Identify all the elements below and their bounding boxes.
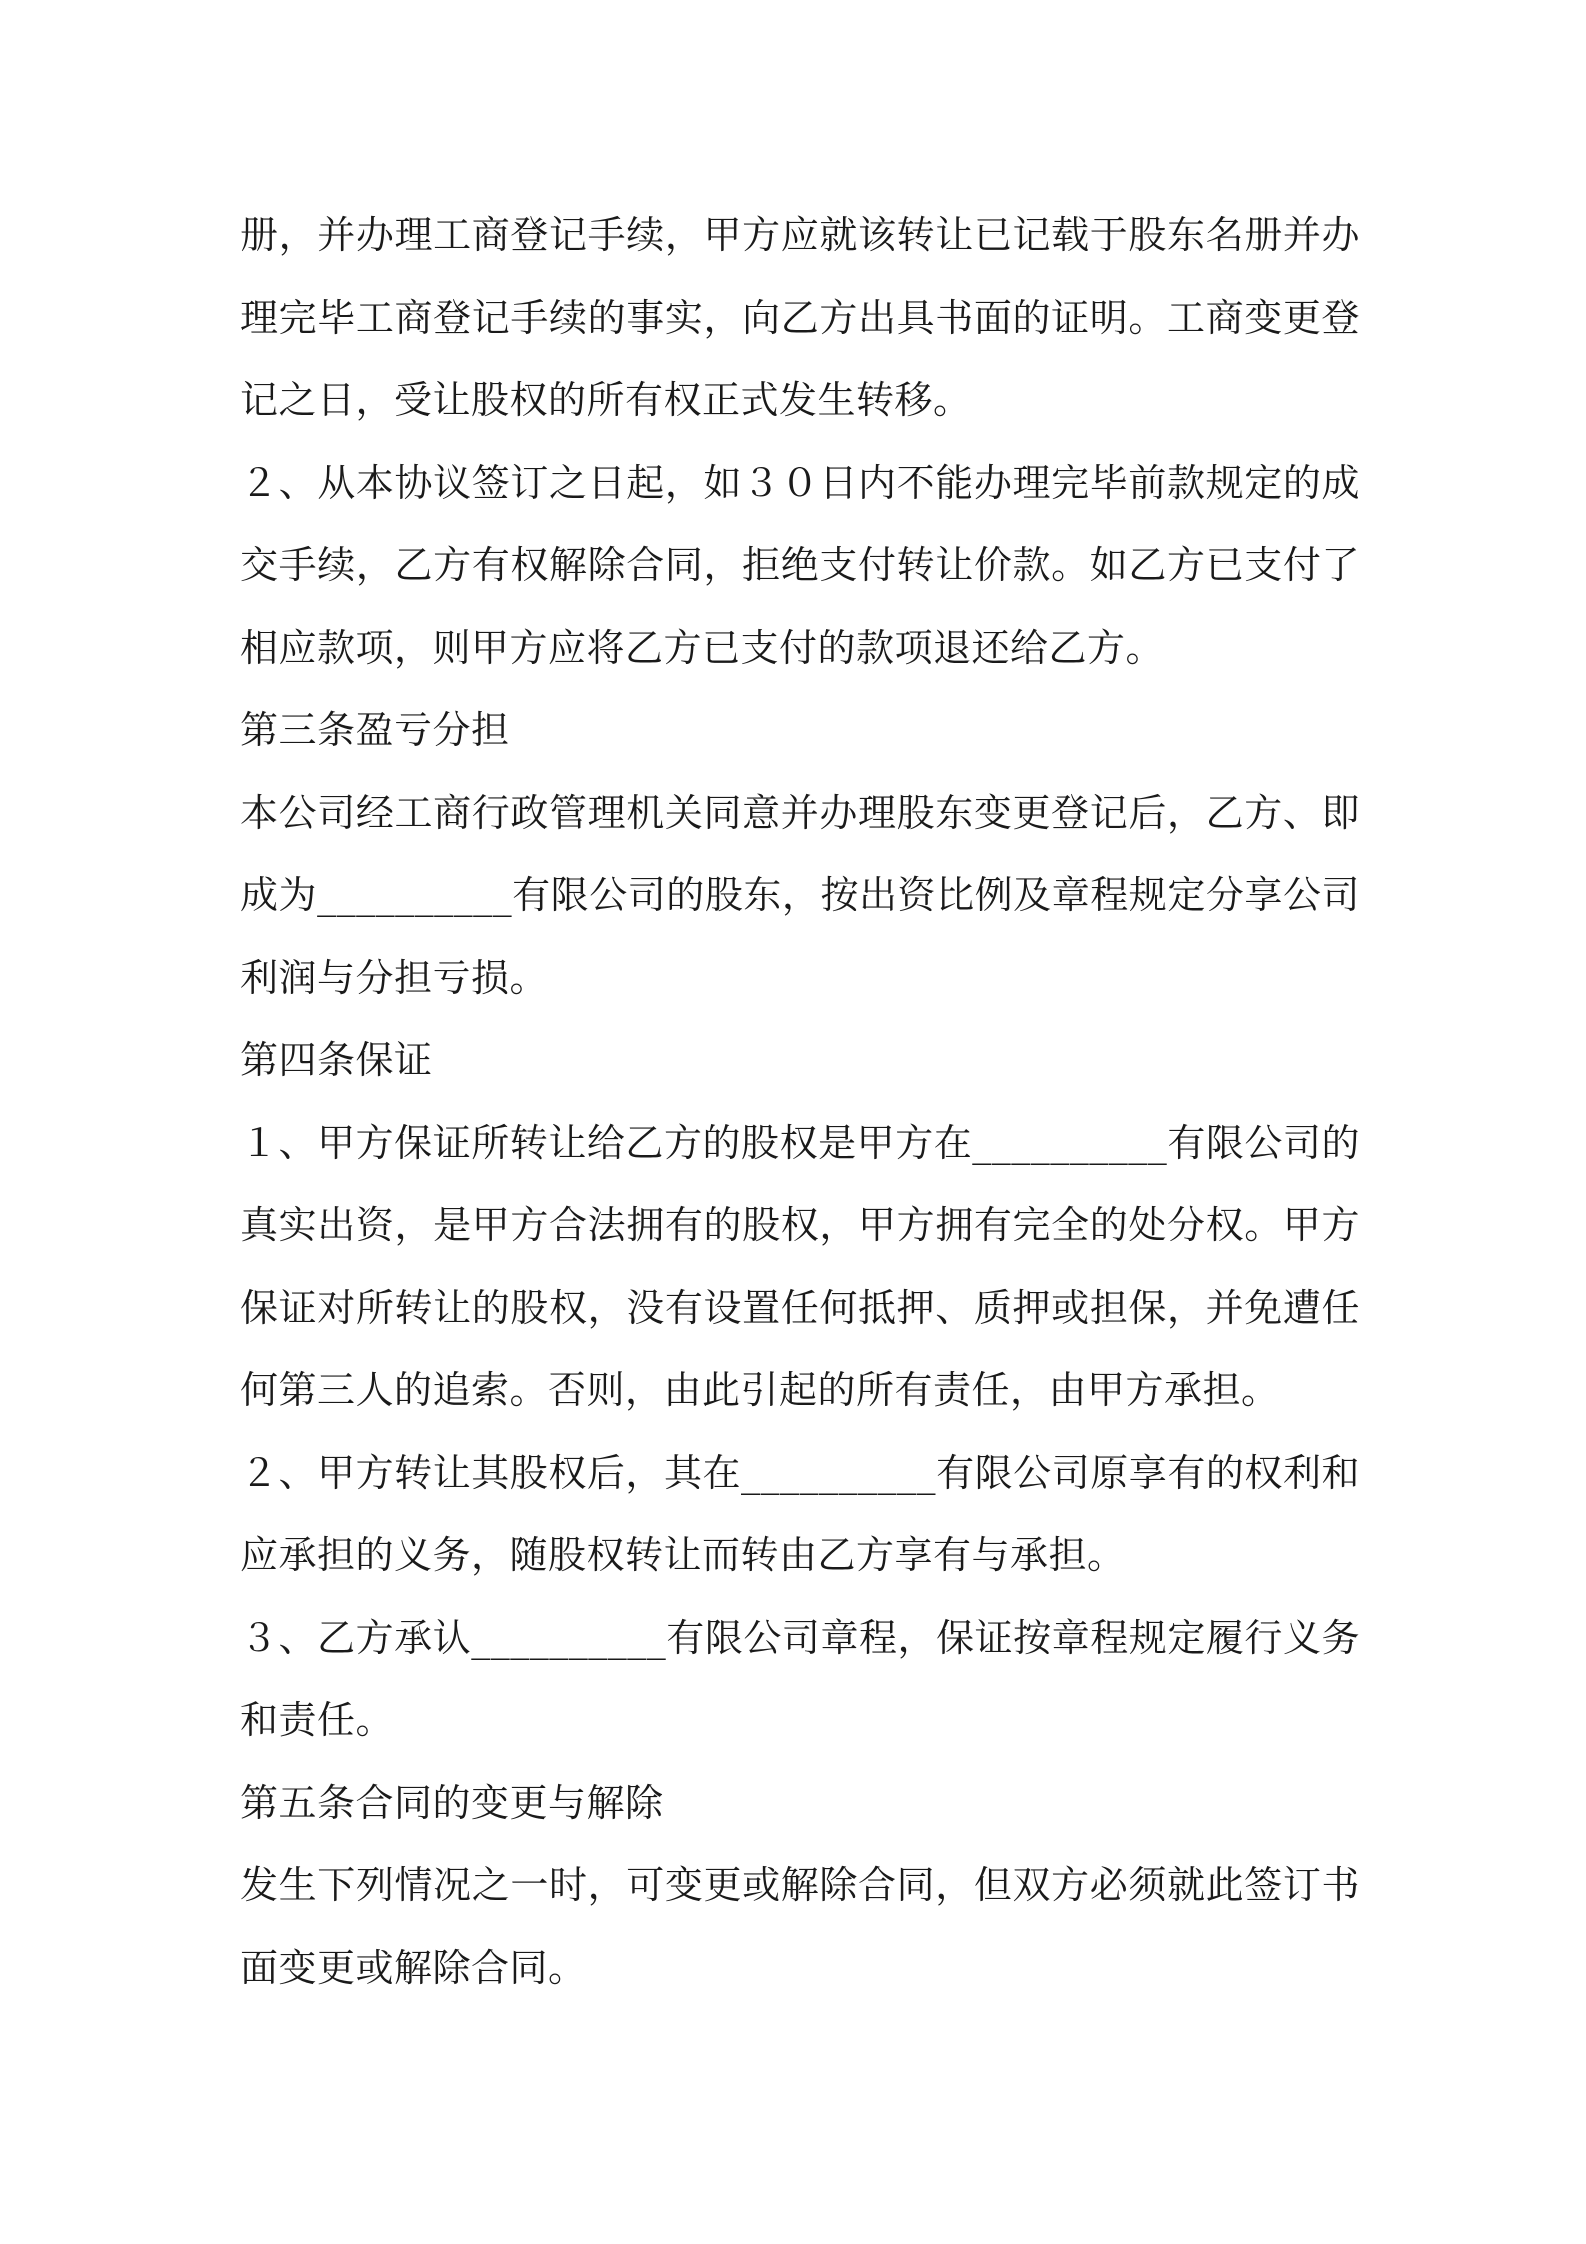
paragraph-amendment-termination: 发生下列情况之一时，可变更或解除合同，但双方必须就此签订书面变更或解除合同。: [240, 1863, 1360, 1990]
paragraph-warranty-1: １、甲方保证所转让给乙方的股权是甲方在__________有限公司的真实出资，是甲方合法拥有的股权，甲方拥有完全的处分权。甲方保证对所转让的股权，没有设置任何抵押、质押或担保，并免遭任何第三人的追索。否则，由此引起的所有责任，由甲方承担。: [240, 1120, 1360, 1412]
paragraph-profit-loss-sharing: 本公司经工商行政管理机关同意并办理股东变更登记后，乙方、即成为__________有限公司的股东，按出资比例及章程规定分享公司利润与分担亏损。: [240, 790, 1360, 1000]
heading-article-3: 第三条盈亏分担: [240, 708, 510, 752]
heading-article-5: 第五条合同的变更与解除: [240, 1780, 664, 1825]
paragraph-warranty-3: ３、乙方承认__________有限公司章程，保证按章程规定履行义务和责任。: [240, 1615, 1360, 1742]
heading-article-4: 第四条保证: [240, 1038, 433, 1082]
paragraph-warranty-2: ２、甲方转让其股权后，其在__________有限公司原享有的权利和应承担的义务，随股权转让而转由乙方享有与承担。: [240, 1450, 1360, 1577]
paragraph-transfer-registration: 册，并办理工商登记手续，甲方应就该转让已记载于股东名册并办理完毕工商登记手续的事实，向乙方出具书面的证明。工商变更登记之日，受让股权的所有权正式发生转移。: [240, 213, 1360, 422]
document-body: [240, 194, 1360, 2009]
paragraph-clause-2-termination: ２、从本协议签订之日起，如３０日内不能办理完毕前款规定的成交手续，乙方有权解除合同，拒绝支付转让价款。如乙方已支付了相应款项，则甲方应将乙方已支付的款项退还给乙方。: [240, 460, 1360, 670]
